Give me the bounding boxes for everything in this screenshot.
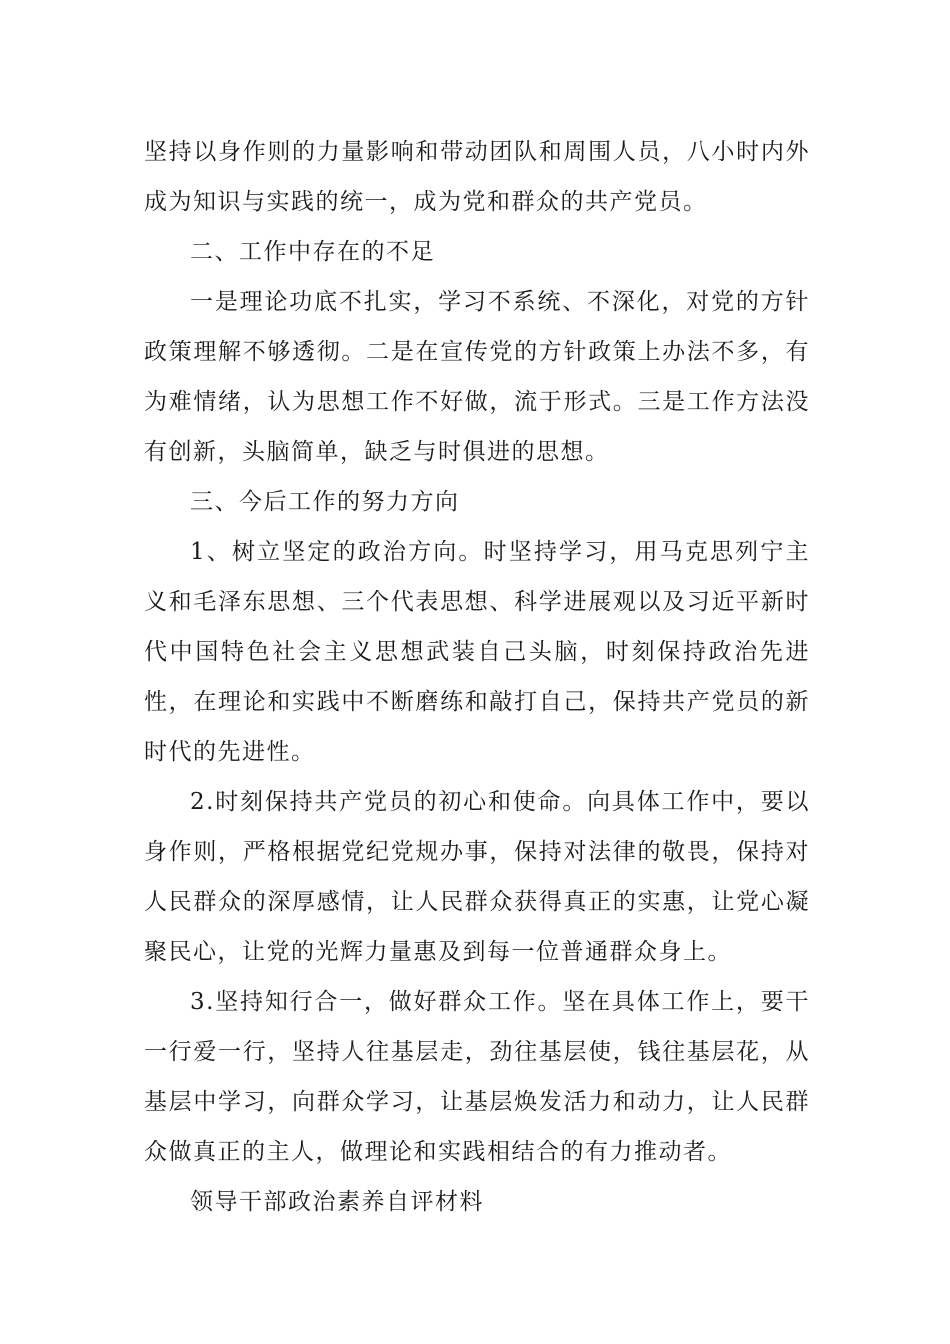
paragraph-item-1: 1、树立坚定的政治方向。时坚持学习，用马克思列宁主义和毛泽东思想、三个代表思想、科学进展观以及习近平新时代中国特色社会主义思想武装自己头脑，时刻保持政治先进性，在理论和实践中不断磨练和敲打自己，保持共产党员的新时代的先进性。 — [144, 539, 810, 765]
paragraph-item-3: 3.坚持知行合一，做好群众工作。坚在具体工作上，要干一行爱一行，坚持人往基层走，劲往基层使，钱往基层花，从基层中学习，向群众学习，让基层焕发活力和动力，让人民群众做真正的主人，做理论和实践相结合的有力推动者。 — [144, 989, 810, 1165]
document-body — [144, 127, 810, 1227]
paragraph-shortcomings: 一是理论功底不扎实，学习不系统、不深化，对党的方针政策理解不够透彻。二是在宣传党的方针政策上办法不多，有为难情绪，认为思想工作不好做，流于形式。三是工作方法没有创新，头脑简单，缺乏与时俱进的思想。 — [144, 289, 810, 465]
section-heading-shortcomings: 二、工作中存在的不足 — [190, 239, 435, 265]
paragraph-item-2: 2.时刻保持共产党员的初心和使命。向具体工作中，要以身作则，严格根据党纪党规办事，保持对法律的敬畏，保持对人民群众的深厚感情，让人民群众获得真正的实惠，让党心凝聚民心，让党的光辉力量惠及到每一位普通群众身上。 — [144, 789, 810, 965]
paragraph-continuation: 坚持以身作则的力量影响和带动团队和周围人员，八小时内外成为知识与实践的统一，成为党和群众的共产党员。 — [144, 139, 810, 215]
document-title-next: 领导干部政治素养自评材料 — [190, 1189, 484, 1215]
section-heading-future-direction: 三、今后工作的努力方向 — [190, 489, 460, 515]
